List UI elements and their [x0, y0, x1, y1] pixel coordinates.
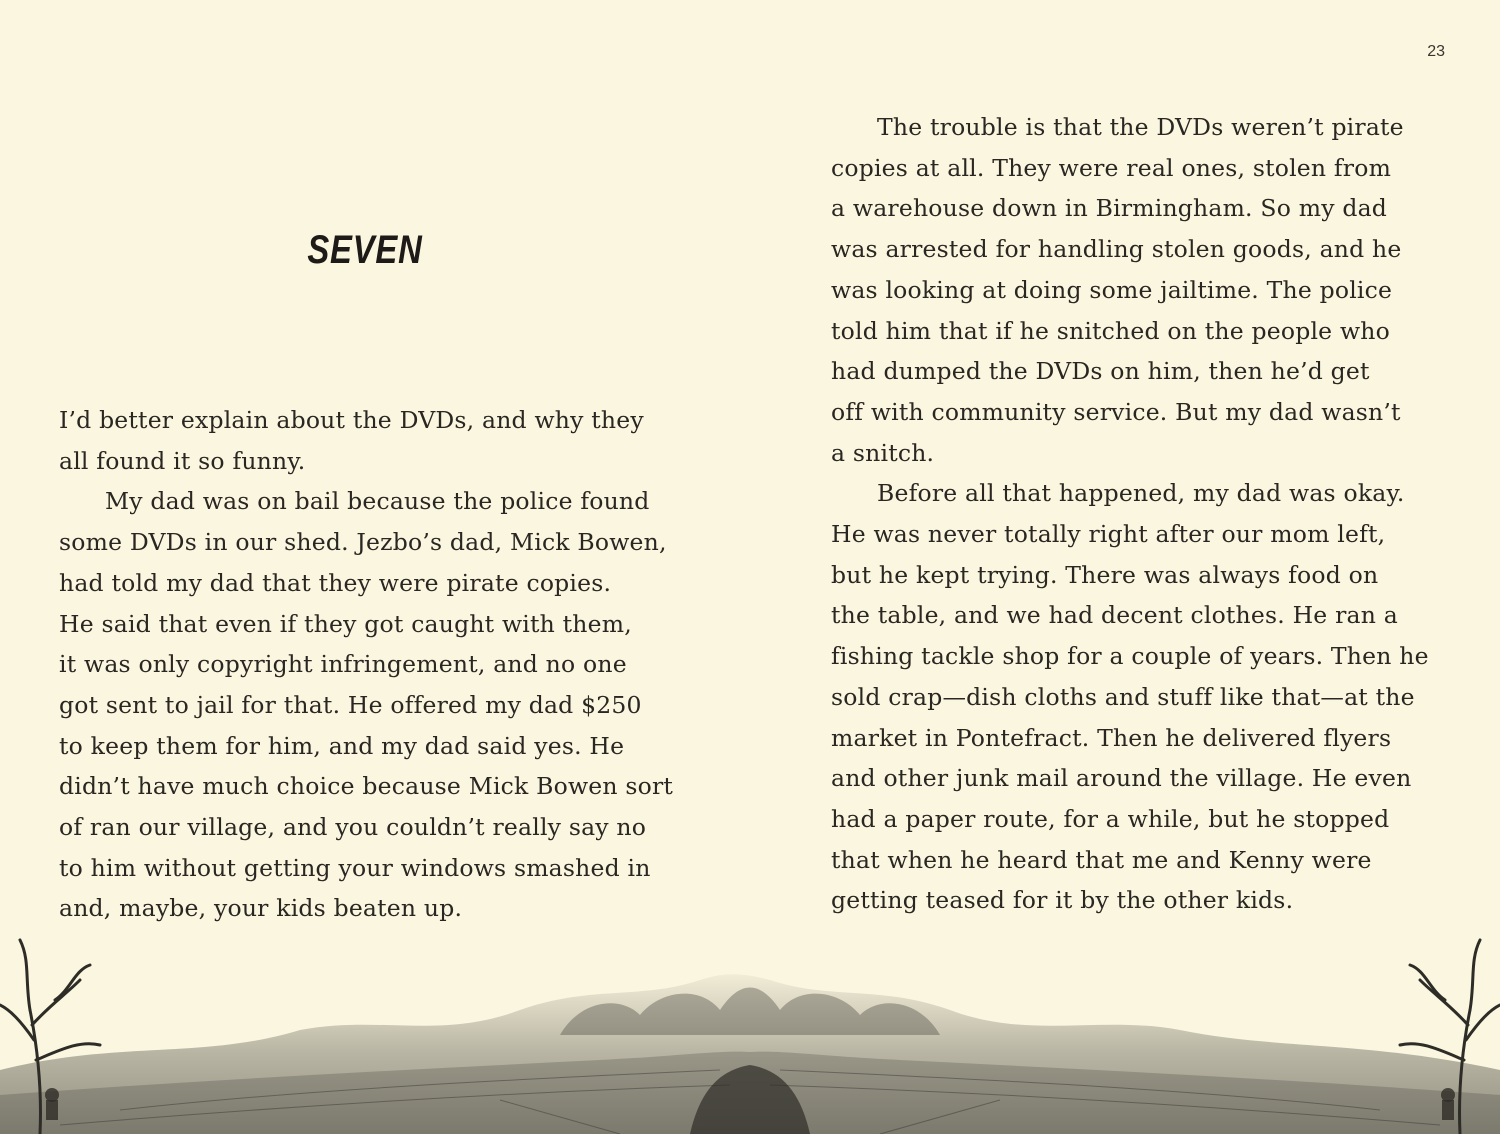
text-line: got sent to jail for that. He offered my dad $250 [59, 690, 642, 719]
text-line: didn’t have much choice because Mick Bowen sort [59, 772, 674, 801]
text-line: some DVDs in our shed. Jezbo’s dad, Mick Bowen, [59, 528, 667, 557]
landscape-illustration [0, 920, 1500, 1134]
chapter-title: SEVEN [307, 228, 423, 272]
text-line: a warehouse down in Birmingham. So my dad [831, 194, 1388, 223]
text-line: The trouble is that the DVDs weren’t pirate [877, 113, 1404, 141]
text-line: but he kept trying. There was always food on [831, 560, 1379, 589]
text-line: He was never totally right after our mom left, [831, 520, 1386, 549]
text-line: and other junk mail around the village. He even [831, 764, 1412, 793]
text-line: He said that even if they got caught with them, [59, 609, 632, 638]
text-line: was arrested for handling stolen goods, and he [831, 235, 1402, 264]
text-line: and, maybe, your kids beaten up. [59, 894, 463, 923]
text-line: the table, and we had decent clothes. He ran a [831, 601, 1398, 630]
text-line: copies at all. They were real ones, stolen from [831, 153, 1392, 182]
text-line: that when he heard that me and Kenny were [831, 845, 1372, 874]
text-line: a snitch. [831, 438, 935, 467]
text-line: was looking at doing some jailtime. The police [831, 275, 1393, 304]
right-figure [1441, 1088, 1455, 1102]
text-line: had a paper route, for a while, but he stopped [831, 804, 1390, 833]
left-column-text [59, 400, 689, 929]
text-line: off with community service. But my dad wasn’t [831, 397, 1401, 426]
text-line: of ran our village, and you couldn’t really say no [59, 813, 647, 842]
text-line: Before all that happened, my dad was okay. [877, 479, 1405, 508]
text-line: fishing tackle shop for a couple of years. Then he [831, 642, 1429, 671]
text-line: had told my dad that they were pirate copies. [59, 568, 612, 597]
text-line: it was only copyright infringement, and no one [59, 650, 627, 679]
text-line: sold crap—dish cloths and stuff like that—at the [831, 682, 1415, 711]
text-line: My dad was on bail because the police found [105, 487, 650, 516]
text-line: to keep them for him, and my dad said yes. He [59, 731, 625, 760]
text-line: I’d better explain about the DVDs, and why they [59, 406, 644, 434]
text-line: had dumped the DVDs on him, then he’d get [831, 357, 1370, 386]
text-line: told him that if he snitched on the people who [831, 316, 1390, 345]
text-line: getting teased for it by the other kids. [831, 886, 1294, 915]
text-line: to him without getting your windows smashed in [59, 853, 651, 882]
right-column-text [831, 107, 1471, 921]
text-line: market in Pontefract. Then he delivered flyers [831, 723, 1392, 752]
left-figure [45, 1088, 59, 1102]
page-number: 23 [1427, 43, 1445, 60]
text-line: all found it so funny. [59, 446, 306, 475]
